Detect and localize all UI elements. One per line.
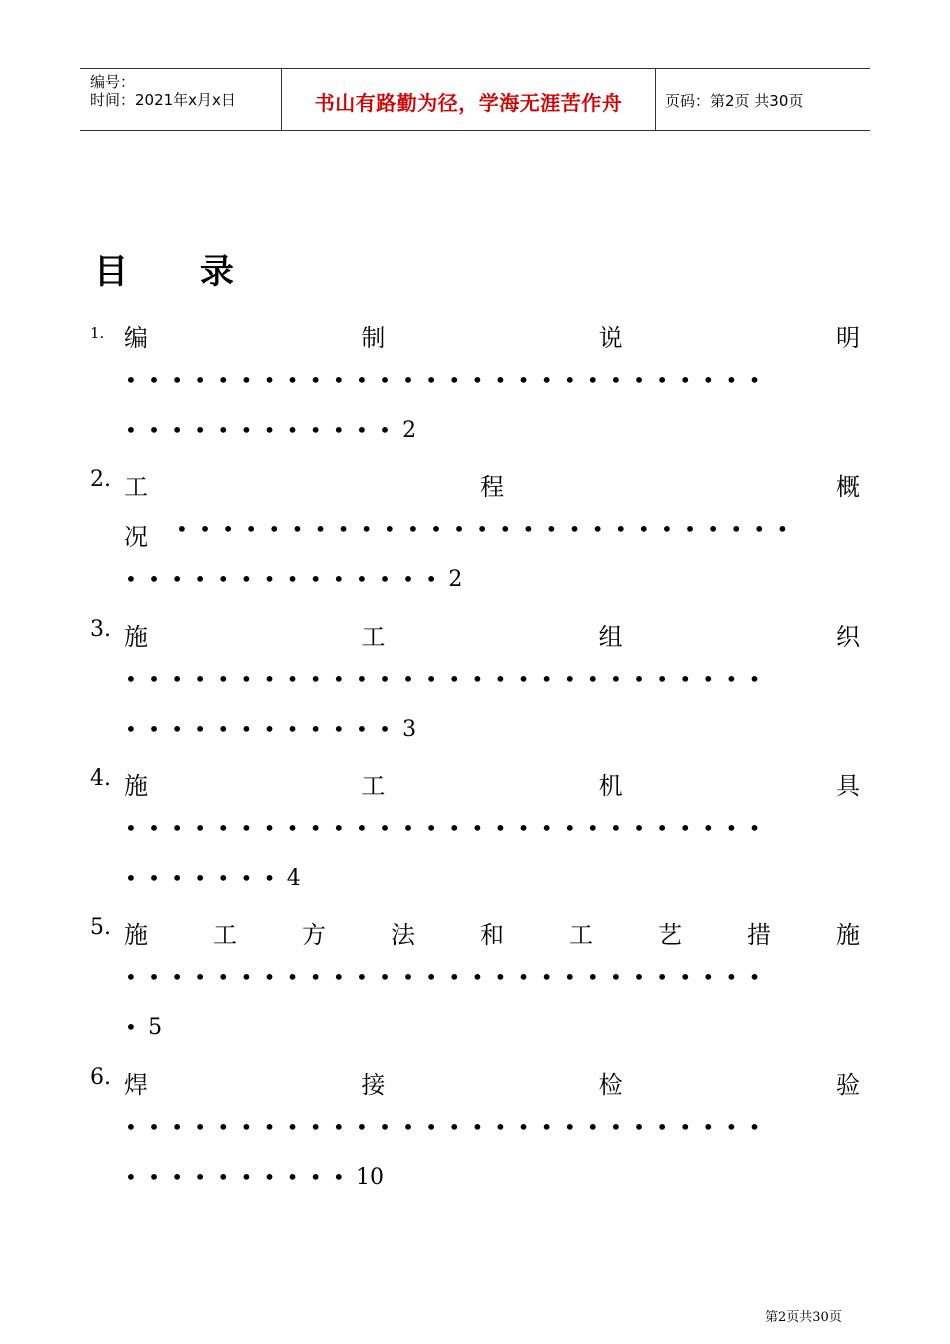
page-header: [80, 68, 870, 131]
toc-entry-number: 5.: [90, 915, 111, 940]
toc-entry-char: 和: [480, 921, 504, 949]
toc-leader-dots: ••••••••••••••••••••••••••••: [125, 816, 772, 840]
toc-entry-number: 2.: [90, 467, 111, 492]
toc-entry-char: 工: [361, 772, 386, 800]
header-middle-cell: [281, 69, 656, 130]
toc-leader-dots: •: [125, 1015, 149, 1039]
toc-entry-char: 说: [598, 324, 623, 352]
header-left-cell: [80, 69, 281, 130]
toc-leader-dots: ••••••••••••: [125, 717, 403, 741]
toc-entry-char: 明: [835, 324, 860, 352]
toc-entry-char: 验: [835, 1071, 860, 1099]
toc-entry-number: 4.: [90, 766, 111, 791]
toc-entry-label: [124, 318, 860, 353]
toc-entry-label: [124, 915, 860, 950]
toc-entry-char: 工: [213, 921, 237, 949]
toc-page-number: 3: [402, 717, 417, 742]
toc-page-number: 2: [402, 418, 417, 443]
toc-entry-char: 程: [480, 473, 504, 501]
toc-entry-char: 机: [598, 772, 623, 800]
toc-entry-label: [124, 1065, 860, 1100]
toc-entry-char: 概: [836, 473, 860, 501]
toc-entry-char: 编: [124, 324, 148, 352]
toc-entry-char: 措: [747, 921, 771, 949]
toc-entry-label-wrap: 况: [124, 523, 148, 551]
toc-entry-label: [124, 766, 860, 801]
toc-entry-char: 焊: [124, 1071, 148, 1099]
toc-page-number: 2: [448, 567, 463, 592]
toc-leader-dots-continued: [125, 420, 416, 442]
toc-entry-char: 方: [302, 921, 326, 949]
toc-leader-dots: •••••••: [125, 866, 287, 890]
toc-leader-dots-continued: [125, 719, 416, 741]
toc-entry[interactable]: [90, 915, 860, 947]
toc-leader-dots: ••••••••••••••: [125, 567, 449, 591]
toc-leader-dots-continued: [125, 868, 301, 890]
toc-leader-dots-continued: [125, 1167, 384, 1189]
toc-entry-number: 3.: [90, 617, 111, 642]
toc-entry-char: 制: [361, 324, 386, 352]
toc-leader-dots: ••••••••••: [125, 1165, 356, 1189]
toc-leader-dots-continued: [125, 1017, 162, 1039]
toc-entry-char: 施: [124, 623, 148, 651]
toc-entry-label: [124, 467, 860, 502]
toc-entry-char: 施: [836, 921, 860, 949]
toc-entry-char: 织: [835, 623, 860, 651]
toc-entry[interactable]: [90, 617, 860, 649]
toc-title: 目 录: [94, 252, 264, 292]
toc-entry-char: 具: [835, 772, 860, 800]
toc-entry-char: 工: [124, 473, 148, 501]
toc-entry-char: 施: [124, 921, 148, 949]
header-motto: 书山有路勤为径，学海无涯苦作舟: [314, 91, 623, 115]
header-page-info: 页码：第2页 共30页: [665, 92, 804, 110]
number-label: 编号：: [90, 73, 136, 91]
toc-entry[interactable]: [90, 467, 860, 499]
toc-entry-char: 接: [361, 1071, 386, 1099]
toc-entry-number: 1.: [90, 324, 105, 342]
toc-entry[interactable]: [90, 318, 860, 350]
toc-leader-dots: •••••••••••••••••••••••••••: [176, 517, 800, 541]
toc-page-number: 4: [286, 866, 301, 891]
toc-entry[interactable]: [90, 1065, 860, 1097]
toc-entry[interactable]: [90, 766, 860, 798]
time-label: 时间：2021年x月x日: [90, 91, 236, 109]
toc-leader-dots-continued: [125, 569, 462, 591]
toc-page-number: 10: [355, 1165, 384, 1190]
toc-entry-char: 组: [598, 623, 623, 651]
toc-entry-char: 施: [124, 772, 148, 800]
toc-entry-number: 6.: [90, 1065, 111, 1090]
toc-leader-dots: ••••••••••••••••••••••••••••: [125, 368, 772, 392]
toc-leader-dots: ••••••••••••••••••••••••••••: [125, 965, 772, 989]
toc-entry-char: 工: [569, 921, 593, 949]
toc-entry-label: [124, 617, 860, 652]
toc-page-number: 5: [148, 1015, 163, 1040]
footer-page-info: 第2页共30页: [765, 1310, 842, 1325]
toc-entry-char: 工: [361, 623, 386, 651]
header-right-cell: [655, 69, 870, 130]
toc-leader-dots: ••••••••••••••••••••••••••••: [125, 1115, 772, 1139]
toc-entry-char: 法: [391, 921, 415, 949]
toc-leader-dots: ••••••••••••: [125, 418, 403, 442]
toc-entry-char: 艺: [658, 921, 682, 949]
toc-entry-char: 检: [598, 1071, 623, 1099]
toc-leader-dots: ••••••••••••••••••••••••••••: [125, 667, 772, 691]
